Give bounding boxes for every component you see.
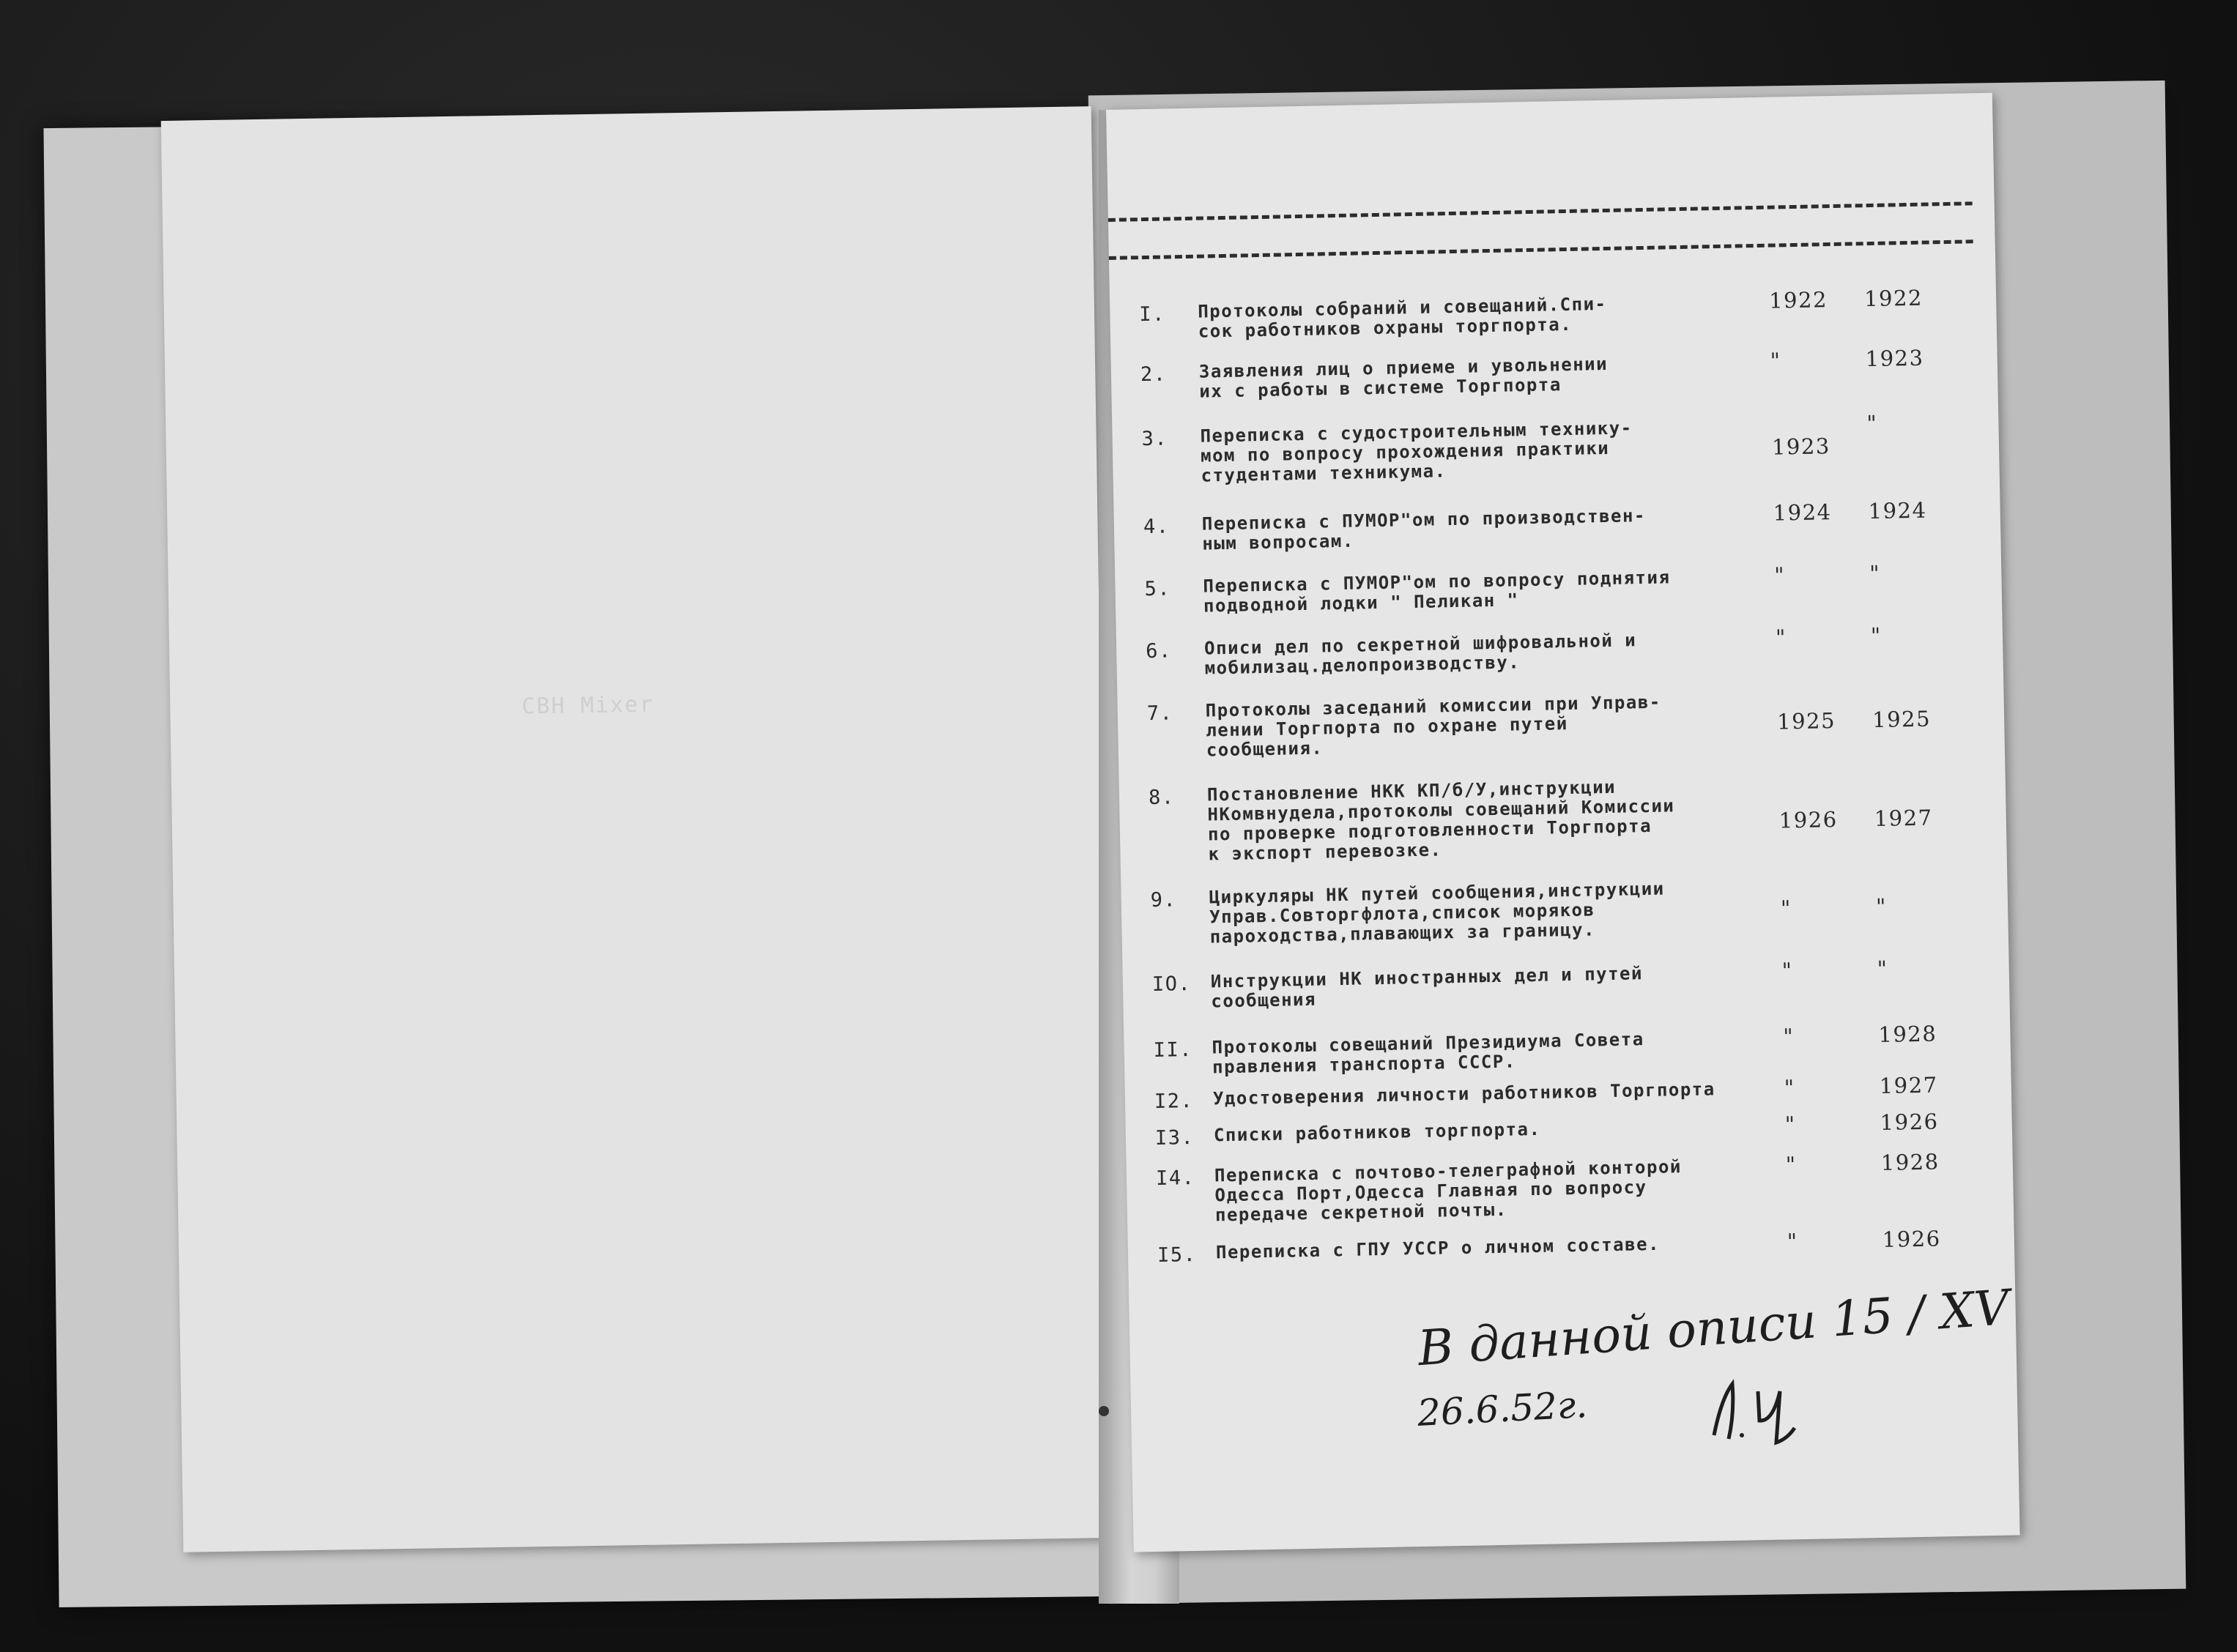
entry-number: 7.: [1146, 702, 1173, 726]
entry-title: Переписка с ГПУ УССР о личном составе.: [1215, 1233, 1661, 1263]
entry-title: Переписка с ПУМОР"ом по производствен- ным вопросам.: [1201, 505, 1647, 554]
entry-year-end: ": [1869, 560, 1881, 587]
list-item: [1119, 770, 1998, 865]
entry-number: 4.: [1143, 515, 1170, 539]
list-item: [1127, 1149, 2006, 1226]
entry-year-start: ": [1784, 1112, 1796, 1137]
left-page: [161, 106, 1114, 1552]
entry-title: Описи дел по секретной шифровальной и мобилизац.делопроизводству.: [1203, 630, 1637, 679]
entry-number: I4.: [1155, 1166, 1195, 1190]
entry-year-start: ": [1780, 896, 1792, 921]
entry-year-start: 1925: [1776, 708, 1836, 734]
list-item: [1115, 560, 1994, 617]
entry-year-end: 1928: [1880, 1149, 1940, 1175]
entry-year-end: 1926: [1882, 1226, 1941, 1252]
entry-year-end: 1928: [1878, 1021, 1937, 1047]
entry-number: IO.: [1151, 972, 1192, 997]
entry-number: 2.: [1140, 362, 1167, 387]
entry-title: Заявления лиц о приеме и увольнении их с работы в системе Торгпорта: [1198, 353, 1609, 402]
entry-year-start: ": [1784, 1075, 1795, 1101]
list-item: [1112, 410, 1991, 486]
entry-year-end: 1925: [1871, 706, 1932, 733]
entry-title: Циркуляры НК путей сообщения,инструкции Управ.Совторгфлота,список моряков пароходства,плавающих за границу.: [1209, 878, 1665, 948]
handwritten-date: 26.6.52г.: [1416, 1383, 1589, 1435]
entry-year-end: 1926: [1880, 1109, 1939, 1135]
entry-title: Удостоверения личности работников Торгпорта: [1212, 1079, 1715, 1109]
binding-clip: [1099, 1406, 1109, 1416]
entry-year-start: ": [1783, 1024, 1795, 1049]
entry-number: 8.: [1148, 786, 1175, 810]
entry-title: Инструкции НК иностранных дел и путей сообщения: [1210, 963, 1644, 1012]
entry-year-start: 1924: [1773, 499, 1832, 526]
entry-number: II.: [1153, 1038, 1193, 1062]
entry-year-start: 1922: [1768, 287, 1828, 313]
handwritten-signature: [1707, 1369, 1802, 1450]
entry-year-start: ": [1785, 1152, 1797, 1177]
list-item: [1126, 1109, 2005, 1150]
entry-title: Постановление НКК КП/б/У,инструкции НКомвнудела,протоколы совещаний Комиссии по проверке подготовленности Торгпорта к экспорт перевозке.: [1206, 776, 1675, 865]
entry-year-end: ": [1875, 893, 1888, 920]
list-item: [1111, 345, 1990, 402]
header-dash-line-2: [1109, 239, 1973, 260]
entry-year-end: ": [1870, 622, 1882, 649]
entry-year-start: ": [1781, 958, 1793, 983]
entry-year-end: ": [1866, 410, 1878, 436]
entry-number: 5.: [1144, 577, 1171, 601]
list-item: [1128, 1226, 2007, 1267]
entry-year-end: 1923: [1865, 345, 1924, 372]
entry-year-start: ": [1770, 348, 1781, 373]
left-page-faint-text: CBH Mixer: [522, 691, 655, 720]
entry-year-end: 1927: [1874, 805, 1933, 832]
entry-year-start: 1923: [1771, 434, 1831, 460]
entry-year-start: ": [1775, 625, 1787, 650]
entry-title: Протоколы собраний и совещаний.Спи- сок работников охраны торгпорта.: [1198, 293, 1607, 342]
entry-title: Переписка с судостроительным техникy- мом по вопросу прохождения практики студентами техникума.: [1200, 417, 1633, 486]
entry-number: I5.: [1157, 1243, 1197, 1267]
entry-year-end: 1924: [1868, 497, 1927, 524]
entry-number: 3.: [1141, 427, 1168, 451]
entry-title: Протоколы заседаний комиссии при Управ- лении Торгпорта по охране путей сообщения.: [1205, 691, 1661, 761]
entry-year-end: 1922: [1863, 285, 1923, 312]
entry-year-start: 1926: [1778, 807, 1838, 833]
list-item: [1116, 622, 1995, 679]
list-item: [1110, 285, 1989, 342]
entry-year-start: ": [1787, 1229, 1799, 1254]
entry-year-start: ": [1774, 562, 1786, 588]
header-dash-line-1: [1108, 201, 1973, 222]
handwritten-note: В данной описи 15 / XV: [1416, 1279, 2011, 1377]
list-item: [1114, 497, 1993, 554]
entry-title: Списки работников торгпорта.: [1213, 1118, 1541, 1146]
entry-number: I3.: [1154, 1125, 1195, 1150]
list-item: [1118, 686, 1997, 761]
list-item: [1124, 1021, 2003, 1078]
entry-year-end: 1927: [1879, 1072, 1938, 1098]
list-item: [1123, 956, 2002, 1012]
entry-year-end: ": [1877, 956, 1888, 982]
entry-number: I.: [1139, 302, 1166, 327]
entry-number: 9.: [1150, 888, 1177, 912]
entry-number: I2.: [1154, 1089, 1194, 1113]
entry-title: Протоколы совещаний Президиума Совета правления транспорта СССР.: [1212, 1029, 1644, 1078]
entry-title: Переписка с почтово-телеграфной конторой Одесса Порт,Одесса Главная по вопросу передаче секретной почты.: [1214, 1156, 1683, 1226]
inventory-list: [1110, 285, 1996, 1267]
entry-number: 6.: [1145, 639, 1173, 663]
list-item: [1121, 873, 2000, 948]
entry-title: Переписка с ПУМОР"ом по вопросу поднятия подводной лодки " Пеликан ": [1203, 567, 1671, 617]
